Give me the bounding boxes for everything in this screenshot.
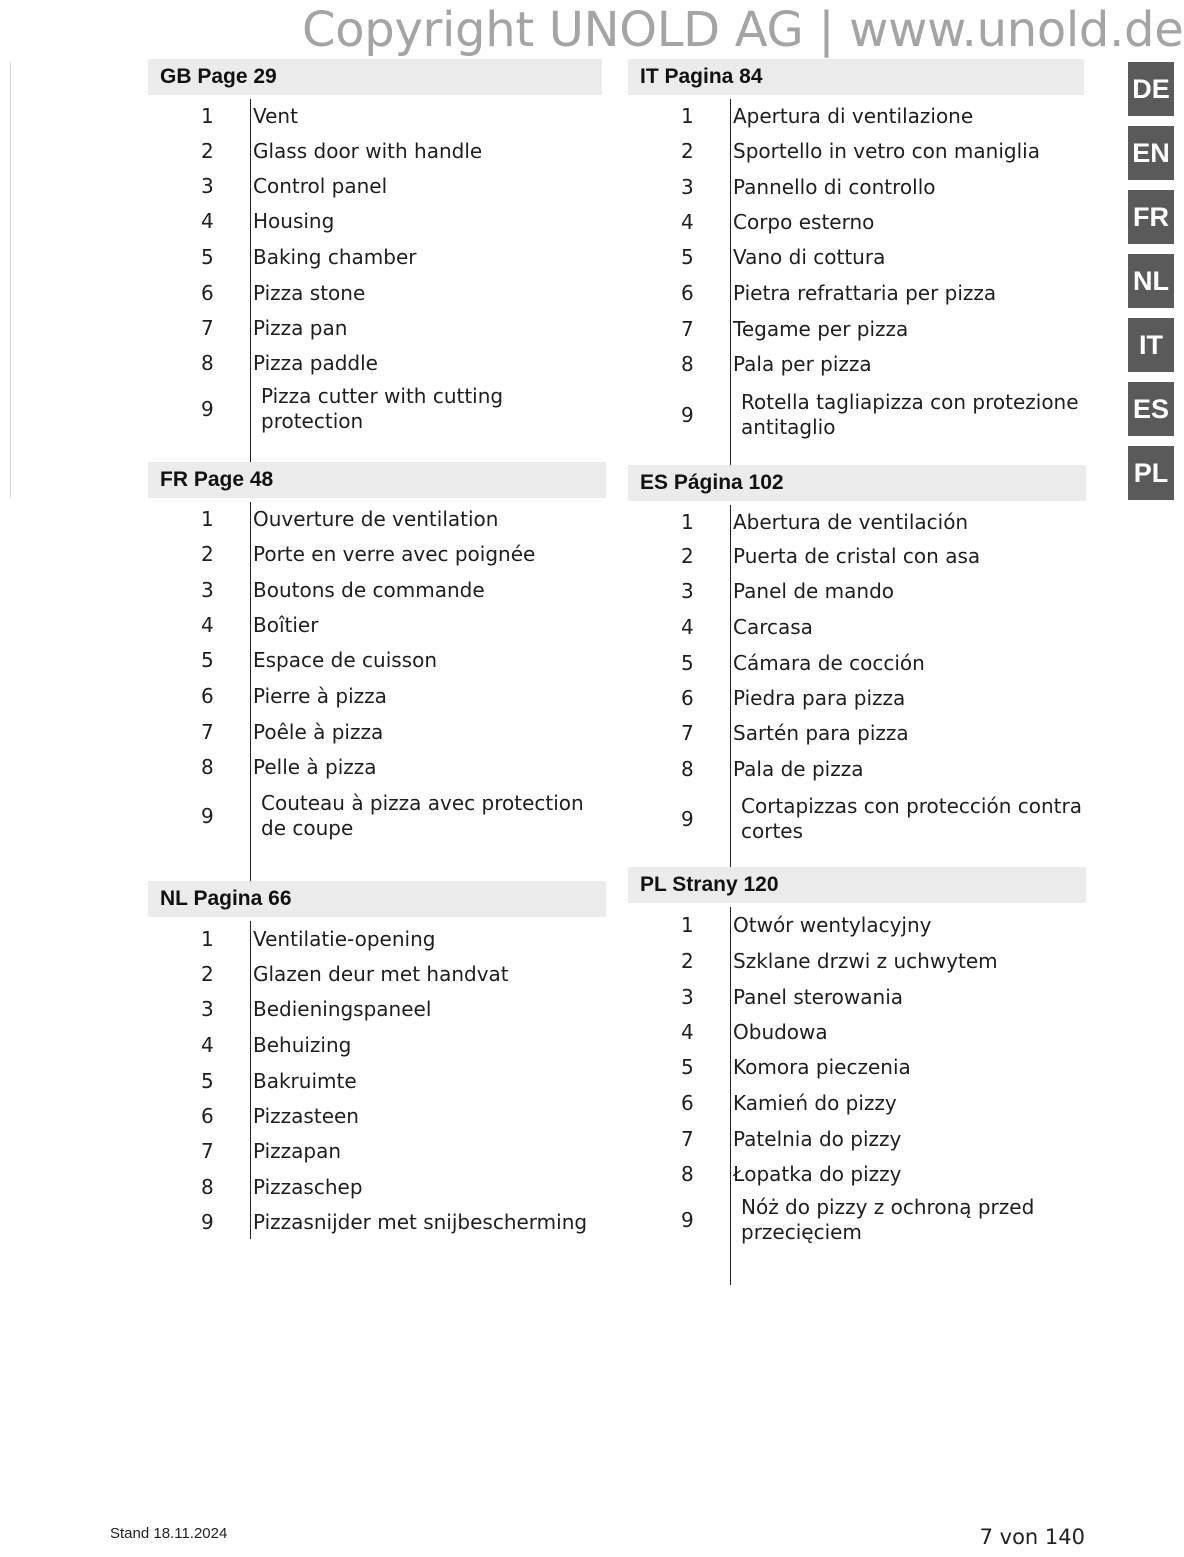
item-text-line: Rotella tagliapizza con protezione xyxy=(741,390,1079,414)
item-number: 6 xyxy=(201,684,214,708)
section-fr xyxy=(148,462,606,848)
item-number: 9 xyxy=(201,397,214,421)
item-text xyxy=(251,384,503,434)
item-number: 4 xyxy=(681,615,694,639)
item-text xyxy=(251,791,584,841)
list-item xyxy=(628,609,1086,645)
list-item xyxy=(628,943,1086,979)
item-number: 1 xyxy=(201,104,214,128)
item-number: 1 xyxy=(681,104,694,128)
section-it xyxy=(628,59,1084,449)
item-number: 2 xyxy=(201,962,214,986)
item-number: 5 xyxy=(681,245,694,269)
list-item xyxy=(628,645,1086,681)
list-item xyxy=(628,681,1086,715)
list-item xyxy=(628,1191,1086,1249)
list-item xyxy=(148,957,606,991)
item-number: 5 xyxy=(201,648,214,672)
list-item xyxy=(628,133,1084,169)
divider-line xyxy=(730,99,731,479)
item-text: Apertura di ventilazione xyxy=(733,104,974,128)
item-number: 7 xyxy=(201,720,214,744)
list-item xyxy=(628,1157,1086,1191)
item-text: Behuizing xyxy=(253,1033,352,1057)
list-item xyxy=(628,1121,1086,1157)
list-item xyxy=(148,1099,606,1133)
item-number: 5 xyxy=(681,651,694,675)
item-number: 4 xyxy=(201,1033,214,1057)
list-item xyxy=(628,311,1084,347)
list-item xyxy=(148,642,606,678)
list-item xyxy=(628,381,1084,449)
list-item xyxy=(148,1133,606,1169)
item-text-line: de coupe xyxy=(261,816,354,840)
section-header: GB Page 29 xyxy=(148,59,602,95)
list-item xyxy=(148,502,606,536)
list-item xyxy=(148,1027,606,1063)
item-number: 3 xyxy=(681,579,694,603)
item-text: Abertura de ventilación xyxy=(733,510,969,534)
item-text xyxy=(731,794,1082,844)
tab-nl[interactable]: NL xyxy=(1128,254,1174,308)
item-text-line: protection xyxy=(261,409,364,433)
list-item xyxy=(628,1085,1086,1121)
item-text: Pizza paddle xyxy=(253,351,378,375)
section-header: IT Pagina 84 xyxy=(628,59,1084,95)
list-item xyxy=(148,678,606,714)
list-item xyxy=(628,505,1086,539)
section-header: PL Strany 120 xyxy=(628,867,1086,903)
list-item xyxy=(148,381,602,437)
item-text: Pizzasteen xyxy=(253,1104,359,1128)
item-text: Pizza pan xyxy=(253,316,348,340)
list-item xyxy=(148,536,606,572)
tab-pl[interactable]: PL xyxy=(1128,446,1174,500)
parts-list xyxy=(628,505,1086,851)
item-number: 7 xyxy=(681,317,694,341)
item-number: 3 xyxy=(201,578,214,602)
list-item xyxy=(148,1205,606,1239)
list-item xyxy=(148,750,606,784)
list-item xyxy=(148,133,602,169)
item-text: Boîtier xyxy=(253,613,319,637)
footer-date: Stand 18.11.2024 xyxy=(110,1525,228,1542)
list-item xyxy=(628,539,1086,573)
item-number: 1 xyxy=(681,913,694,937)
item-number: 8 xyxy=(201,755,214,779)
list-item xyxy=(628,787,1086,851)
item-number: 7 xyxy=(201,1139,214,1163)
item-number: 4 xyxy=(201,613,214,637)
tab-it[interactable]: IT xyxy=(1128,318,1174,372)
item-text: Pannello di controllo xyxy=(733,175,936,199)
item-number: 2 xyxy=(681,139,694,163)
item-number: 5 xyxy=(201,1069,214,1093)
item-text: Cámara de cocción xyxy=(733,651,925,675)
divider-line xyxy=(250,502,251,882)
item-text: Bakruimte xyxy=(253,1069,357,1093)
item-number: 8 xyxy=(681,1162,694,1186)
list-item xyxy=(148,714,606,750)
item-text: Sartén para pizza xyxy=(733,721,909,745)
item-number: 6 xyxy=(681,686,694,710)
item-text: Poêle à pizza xyxy=(253,720,384,744)
item-number: 3 xyxy=(201,174,214,198)
item-number: 8 xyxy=(681,757,694,781)
parts-list xyxy=(148,99,602,437)
item-text: Obudowa xyxy=(733,1020,828,1044)
list-item xyxy=(628,1049,1086,1085)
item-number: 3 xyxy=(681,985,694,1009)
item-text: Tegame per pizza xyxy=(733,317,909,341)
list-item xyxy=(148,1169,606,1205)
item-number: 6 xyxy=(681,281,694,305)
item-text-line: Cortapizzas con protección contra xyxy=(741,794,1082,818)
list-item xyxy=(628,205,1084,239)
list-item xyxy=(628,715,1086,751)
item-number: 6 xyxy=(201,281,214,305)
item-number: 8 xyxy=(681,352,694,376)
item-text: Sportello in vetro con maniglia xyxy=(733,139,1040,163)
tab-de[interactable]: DE xyxy=(1128,62,1174,116)
item-text: Ouverture de ventilation xyxy=(253,507,499,531)
item-text: Housing xyxy=(253,209,335,233)
item-text: Pizzaschep xyxy=(253,1175,363,1199)
item-number: 2 xyxy=(201,139,214,163)
item-number: 7 xyxy=(201,316,214,340)
item-text xyxy=(731,1195,1034,1245)
list-item xyxy=(148,1063,606,1099)
section-es xyxy=(628,465,1086,851)
list-item xyxy=(148,991,606,1027)
item-number: 9 xyxy=(681,807,694,831)
divider-line xyxy=(250,99,251,474)
list-item xyxy=(148,275,602,311)
list-item xyxy=(628,751,1086,787)
item-text: Espace de cuisson xyxy=(253,648,438,672)
item-text: Vent xyxy=(253,104,298,128)
item-text: Puerta de cristal con asa xyxy=(733,544,981,568)
divider-line xyxy=(730,907,731,1285)
section-header: FR Page 48 xyxy=(148,462,606,498)
list-item xyxy=(148,608,606,642)
section-header: ES Página 102 xyxy=(628,465,1086,501)
tab-es[interactable]: ES xyxy=(1128,382,1174,436)
tab-fr[interactable]: FR xyxy=(1128,190,1174,244)
item-number: 9 xyxy=(201,1210,214,1234)
item-number: 8 xyxy=(201,1175,214,1199)
item-text: Carcasa xyxy=(733,615,813,639)
item-number: 2 xyxy=(201,542,214,566)
item-text: Pala de pizza xyxy=(733,757,864,781)
list-item xyxy=(148,311,602,345)
item-number: 1 xyxy=(201,507,214,531)
item-text-line: przecięciem xyxy=(741,1220,862,1244)
item-number: 5 xyxy=(201,245,214,269)
section-gb xyxy=(148,59,602,437)
item-number: 8 xyxy=(201,351,214,375)
item-number: 4 xyxy=(681,210,694,234)
item-number: 7 xyxy=(681,1127,694,1151)
language-tabs xyxy=(1128,62,1174,510)
item-text: Baking chamber xyxy=(253,245,417,269)
item-text xyxy=(731,390,1079,440)
list-item xyxy=(148,572,606,608)
parts-list xyxy=(148,502,606,848)
list-item xyxy=(148,203,602,239)
item-text-line: cortes xyxy=(741,819,804,843)
list-item xyxy=(628,275,1084,311)
item-text: Panel sterowania xyxy=(733,985,903,1009)
section-pl xyxy=(628,867,1086,1249)
item-number: 6 xyxy=(201,1104,214,1128)
item-text: Glazen deur met handvat xyxy=(253,962,509,986)
item-number: 9 xyxy=(681,1208,694,1232)
item-number: 2 xyxy=(681,949,694,973)
parts-list xyxy=(628,99,1084,449)
item-number: 6 xyxy=(681,1091,694,1115)
item-text: Pizzapan xyxy=(253,1139,342,1163)
item-text: Glass door with handle xyxy=(253,139,483,163)
item-text: Pelle à pizza xyxy=(253,755,377,779)
item-text: Pietra refrattaria per pizza xyxy=(733,281,997,305)
list-item xyxy=(628,907,1086,943)
item-text: Pierre à pizza xyxy=(253,684,387,708)
item-number: 9 xyxy=(201,804,214,828)
list-item xyxy=(628,573,1086,609)
section-nl xyxy=(148,881,606,1239)
item-number: 9 xyxy=(681,403,694,427)
item-number: 1 xyxy=(201,927,214,951)
divider-line xyxy=(730,505,731,881)
list-item xyxy=(148,239,602,275)
list-item xyxy=(148,784,606,848)
item-text: Boutons de commande xyxy=(253,578,485,602)
item-number: 4 xyxy=(681,1020,694,1044)
item-text: Łopatka do pizzy xyxy=(733,1162,902,1186)
item-number: 3 xyxy=(681,175,694,199)
parts-list xyxy=(628,907,1086,1249)
list-item xyxy=(148,99,602,133)
item-text: Control panel xyxy=(253,174,388,198)
item-text-line: Couteau à pizza avec protection xyxy=(261,791,584,815)
item-text-line: Nóż do pizzy z ochroną przed xyxy=(741,1195,1035,1219)
list-item xyxy=(148,921,606,957)
list-item xyxy=(148,345,602,381)
item-text: Szklane drzwi z uchwytem xyxy=(733,949,998,973)
item-text: Vano di cottura xyxy=(733,245,886,269)
list-item xyxy=(628,239,1084,275)
divider-line xyxy=(250,921,251,1239)
list-item xyxy=(628,979,1086,1015)
item-text: Patelnia do pizzy xyxy=(733,1127,902,1151)
item-number: 7 xyxy=(681,721,694,745)
item-text: Otwór wentylacyjny xyxy=(733,913,932,937)
item-number: 1 xyxy=(681,510,694,534)
item-text: Ventilatie-opening xyxy=(253,927,436,951)
margin-rule xyxy=(10,62,11,498)
item-text: Piedra para pizza xyxy=(733,686,906,710)
item-text-line: antitaglio xyxy=(741,415,836,439)
tab-en[interactable]: EN xyxy=(1128,126,1174,180)
item-text: Corpo esterno xyxy=(733,210,875,234)
item-number: 3 xyxy=(201,997,214,1021)
list-item xyxy=(628,169,1084,205)
item-number: 4 xyxy=(201,209,214,233)
item-text: Komora pieczenia xyxy=(733,1055,911,1079)
list-item xyxy=(628,347,1084,381)
item-text: Kamień do pizzy xyxy=(733,1091,897,1115)
item-text: Pizzasnijder met snijbescherming xyxy=(253,1210,588,1234)
copyright-watermark: Copyright UNOLD AG | www.unold.de xyxy=(302,2,1184,58)
item-text: Pala per pizza xyxy=(733,352,872,376)
list-item xyxy=(148,169,602,203)
footer-page-number: 7 von 140 xyxy=(979,1525,1085,1549)
parts-list xyxy=(148,921,606,1239)
item-text: Bedieningspaneel xyxy=(253,997,432,1021)
list-item xyxy=(628,1015,1086,1049)
item-text-line: Pizza cutter with cutting xyxy=(261,384,504,408)
section-header: NL Pagina 66 xyxy=(148,881,606,917)
item-number: 5 xyxy=(681,1055,694,1079)
item-number: 2 xyxy=(681,544,694,568)
item-text: Porte en verre avec poignée xyxy=(253,542,536,566)
list-item xyxy=(628,99,1084,133)
item-text: Panel de mando xyxy=(733,579,895,603)
item-text: Pizza stone xyxy=(253,281,366,305)
